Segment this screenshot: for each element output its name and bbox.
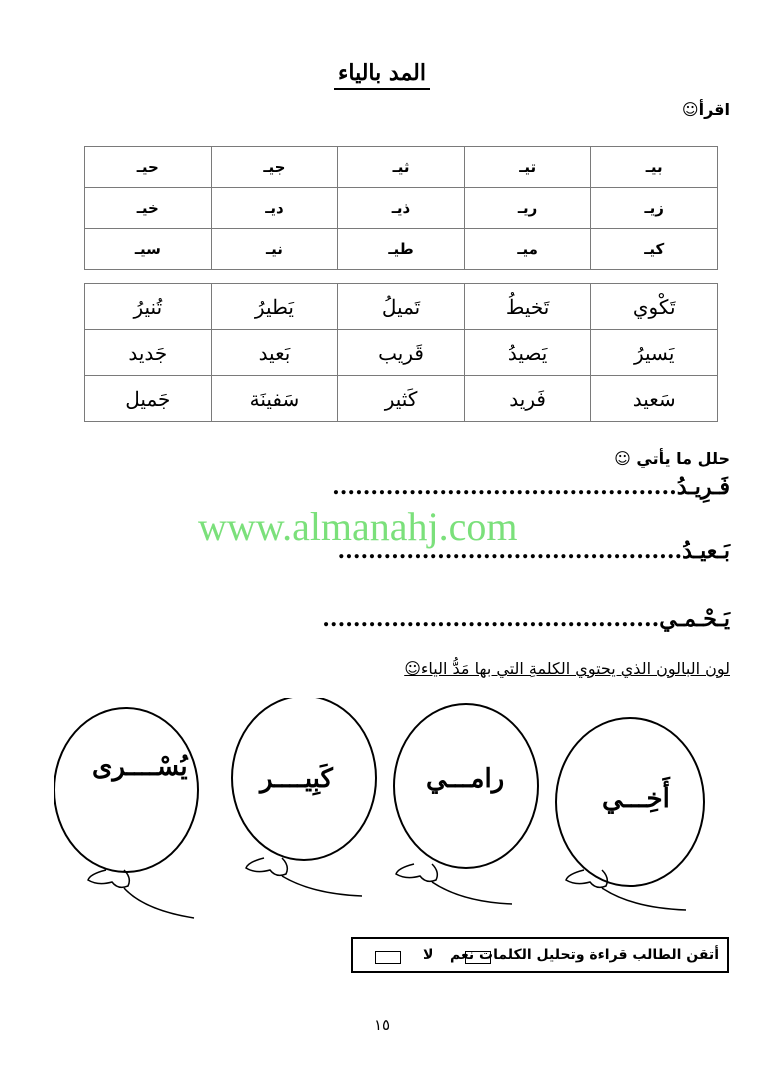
table-cell: سَعيد [591,376,718,422]
table-cell: ميـ [464,229,591,270]
title-text: المد بالياء [334,60,430,90]
no-checkbox[interactable] [375,951,401,964]
balloon-word[interactable]: يُسْــــرى [92,752,188,782]
balloon-shape-rami[interactable] [394,704,538,904]
analyze-word: بَـعيـدُ [682,538,730,564]
answer-dots[interactable]: ............................................. [332,474,677,500]
table-cell: زيـ [591,188,718,229]
assessment-box [351,937,729,973]
yes-checkbox[interactable] [465,951,491,964]
table-cell: تَخيطُ [464,284,591,330]
analyze-word: فَـرِيـدُ [676,474,730,500]
table-cell: ثيـ [338,147,465,188]
table-cell: نيـ [211,229,338,270]
table-cell: جَديد [85,330,212,376]
table-cell: يَسيرُ [591,330,718,376]
balloon-shape-yusra[interactable] [54,708,198,918]
read-label: اقرأ☺ [681,100,730,119]
analyze-word: يَـحْـمـي [659,606,730,632]
table-cell: تَميلُ [338,284,465,330]
table-cell: طيـ [338,229,465,270]
table-cell: قَريب [338,330,465,376]
table-cell: ديـ [211,188,338,229]
table-cell: بَعيد [211,330,338,376]
analyze-line[interactable] [332,474,730,500]
analyze-label: حلل ما يأتي ☺ [614,449,730,468]
balloon-word[interactable]: أَخِـــي [602,784,670,814]
table-row [85,147,718,188]
table-cell: كيـ [591,229,718,270]
page-number: ١٥ [373,1016,391,1034]
words-table [84,283,718,422]
table-cell: كَثير [338,376,465,422]
table-cell: جَميل [85,376,212,422]
table-cell: يَصيدُ [464,330,591,376]
answer-dots[interactable]: ............................................. [337,538,683,564]
balloons-area [54,698,734,928]
analyze-line[interactable] [322,606,730,632]
balloon-word[interactable]: رامـــي [426,764,505,794]
balloon-word[interactable]: كَبِيــــر [260,764,333,794]
answer-dots[interactable]: ............................................ [322,606,660,632]
table-cell: جيـ [211,147,338,188]
table-cell: ريـ [464,188,591,229]
table-row [85,188,718,229]
table-cell: بيـ [591,147,718,188]
coloring-instruction: لون البالون الذي يحتوي الكلمةِ التي بها مَدُّ الياء☺ [404,659,730,678]
syllables-table [84,146,718,270]
table-row [85,330,718,376]
table-cell: سيـ [85,229,212,270]
table-cell: تَكْوي [591,284,718,330]
table-cell: فَريد [464,376,591,422]
table-cell: تُنيرُ [85,284,212,330]
page-title [0,60,764,90]
balloon-shape-kabir[interactable] [232,698,376,896]
assessment-text: أتقن الطالب قراءة وتحليل الكلمات نعم [450,947,719,963]
table-cell: خيـ [85,188,212,229]
table-cell: يَطيرُ [211,284,338,330]
table-row [85,376,718,422]
table-cell: ذيـ [338,188,465,229]
table-cell: سَفينَة [211,376,338,422]
table-cell: تيـ [464,147,591,188]
table-cell: حيـ [85,147,212,188]
table-row [85,284,718,330]
table-row [85,229,718,270]
no-label: لا [423,947,434,963]
balloon-shape-akhi[interactable] [556,718,704,910]
watermark: www.almanahj.com [198,504,518,549]
